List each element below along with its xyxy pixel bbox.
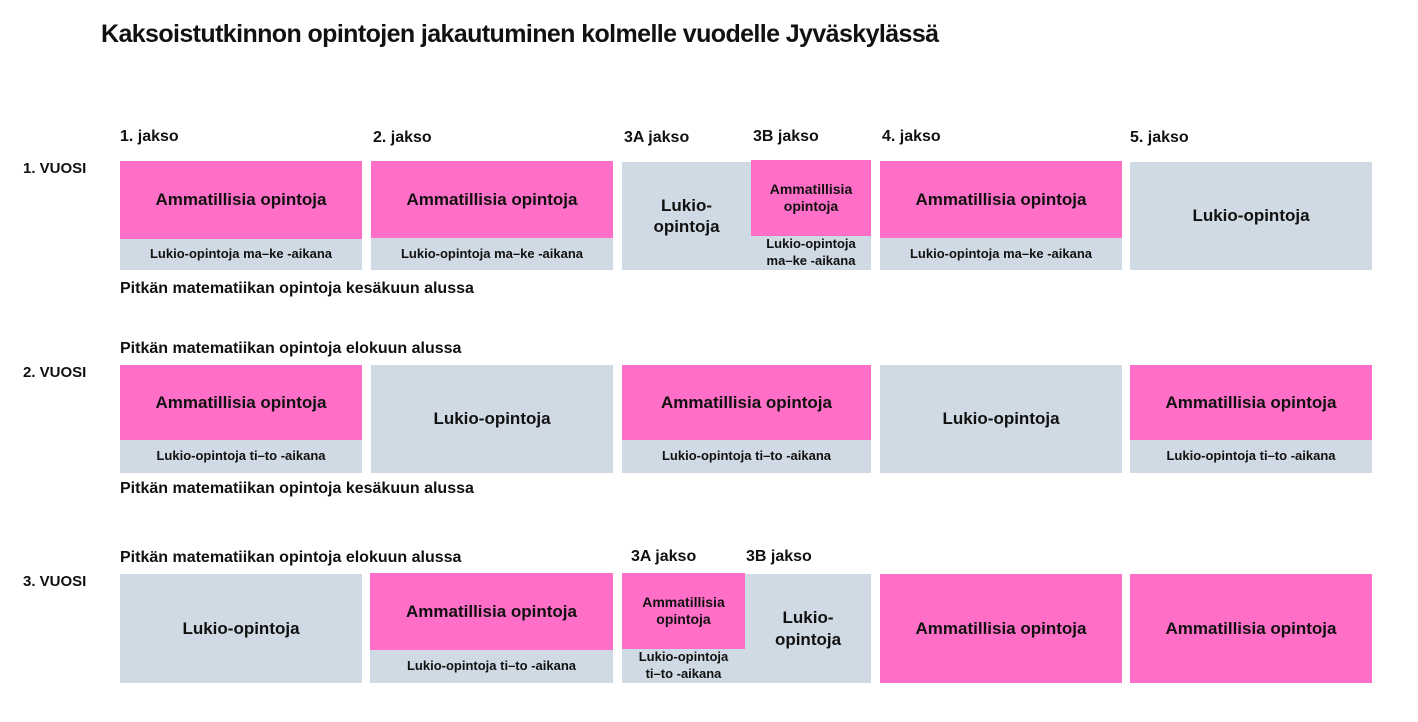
y2-math-note-june: Pitkän matematiikan opintoja kesäkuun alussa bbox=[120, 480, 474, 497]
period-2-header: 2. jakso bbox=[373, 129, 432, 146]
y3-p4-vocational-block: Ammatillisia opintoja bbox=[880, 574, 1122, 683]
y3-p2-vocational-block: Ammatillisia opintoja bbox=[370, 573, 613, 650]
y3-p3a-sub-line1: Lukio-opintoja bbox=[638, 649, 729, 665]
y2-p5-vocational-block: Ammatillisia opintoja bbox=[1130, 365, 1372, 440]
y3-p3b-line2: opintoja bbox=[774, 629, 842, 649]
y1-p3a-line2: opintoja bbox=[653, 217, 720, 236]
y3-p1-upper-secondary-block: Lukio-opintoja bbox=[120, 574, 362, 683]
y1-p5-upper-secondary-block: Lukio-opintoja bbox=[1130, 162, 1372, 270]
period-5-header: 5. jakso bbox=[1130, 129, 1189, 146]
y3-p5-vocational-block: Ammatillisia opintoja bbox=[1130, 574, 1372, 683]
y2-p3-vocational-block: Ammatillisia opintoja bbox=[622, 365, 871, 440]
y1-p4-vocational-block: Ammatillisia opintoja bbox=[880, 161, 1122, 238]
y1-p3b-sub-line2: ma–ke -aikana bbox=[766, 253, 856, 268]
y3-p3b-line1: Lukio- bbox=[782, 608, 834, 628]
y3-period-3a-header: 3A jakso bbox=[631, 548, 697, 565]
y1-p3a-line1: Lukio- bbox=[661, 195, 712, 215]
year-1-label: 1. VUOSI bbox=[23, 160, 87, 177]
y3-period-3b-header: 3B jakso bbox=[746, 548, 812, 565]
page-title: Kaksoistutkinnon opintojen jakautuminen kolmelle vuodelle Jyväskylässä bbox=[101, 20, 939, 48]
year-2-label: 2. VUOSI bbox=[23, 364, 87, 381]
y3-p3a-vocational-block bbox=[622, 573, 745, 649]
y1-p3b-upper-secondary-note bbox=[751, 236, 871, 270]
y3-p3a-main-line2: opintoja bbox=[656, 611, 711, 627]
y3-p2-upper-secondary-note: Lukio-opintoja ti–to -aikana bbox=[370, 650, 613, 683]
y3-p3a-upper-secondary-note bbox=[622, 649, 745, 683]
year-3-label: 3. VUOSI bbox=[23, 573, 87, 590]
y2-p3-upper-secondary-note: Lukio-opintoja ti–to -aikana bbox=[622, 440, 871, 473]
y1-p4-upper-secondary-note: Lukio-opintoja ma–ke -aikana bbox=[880, 238, 1122, 270]
period-4-header: 4. jakso bbox=[882, 128, 941, 145]
period-1-header: 1. jakso bbox=[120, 128, 179, 145]
y1-p1-upper-secondary-note: Lukio-opintoja ma–ke -aikana bbox=[120, 239, 362, 270]
y1-p3b-vocational-block bbox=[751, 160, 871, 236]
y2-math-note-august: Pitkän matematiikan opintoja elokuun alussa bbox=[120, 340, 462, 357]
y3-p3a-main-line1: Ammatillisia bbox=[642, 593, 725, 610]
y2-p1-vocational-block: Ammatillisia opintoja bbox=[120, 365, 362, 440]
period-3b-header: 3B jakso bbox=[753, 128, 819, 145]
y1-p2-vocational-block: Ammatillisia opintoja bbox=[371, 161, 613, 238]
y1-p2-upper-secondary-note: Lukio-opintoja ma–ke -aikana bbox=[371, 238, 613, 270]
y1-p3b-main-line2: opintoja bbox=[783, 198, 839, 214]
y3-p3a-sub-line2: ti–to -aikana bbox=[645, 666, 722, 681]
y1-p3b-main-line1: Ammatillisia bbox=[769, 180, 853, 197]
y2-p4-upper-secondary-block: Lukio-opintoja bbox=[880, 365, 1122, 473]
y3-math-note-august: Pitkän matematiikan opintoja elokuun alussa bbox=[120, 549, 462, 566]
y2-p1-upper-secondary-note: Lukio-opintoja ti–to -aikana bbox=[120, 440, 362, 473]
y1-math-note-june: Pitkän matematiikan opintoja kesäkuun alussa bbox=[120, 280, 474, 297]
y1-p3b-sub-line1: Lukio-opintoja bbox=[766, 236, 856, 252]
y2-p5-upper-secondary-note: Lukio-opintoja ti–to -aikana bbox=[1130, 440, 1372, 473]
y2-p2-upper-secondary-block: Lukio-opintoja bbox=[371, 365, 613, 473]
y3-p3b-upper-secondary-block bbox=[745, 574, 871, 683]
period-3a-header: 3A jakso bbox=[624, 129, 690, 146]
y1-p3a-upper-secondary-block bbox=[622, 162, 751, 270]
y1-p1-vocational-block: Ammatillisia opintoja bbox=[120, 161, 362, 239]
